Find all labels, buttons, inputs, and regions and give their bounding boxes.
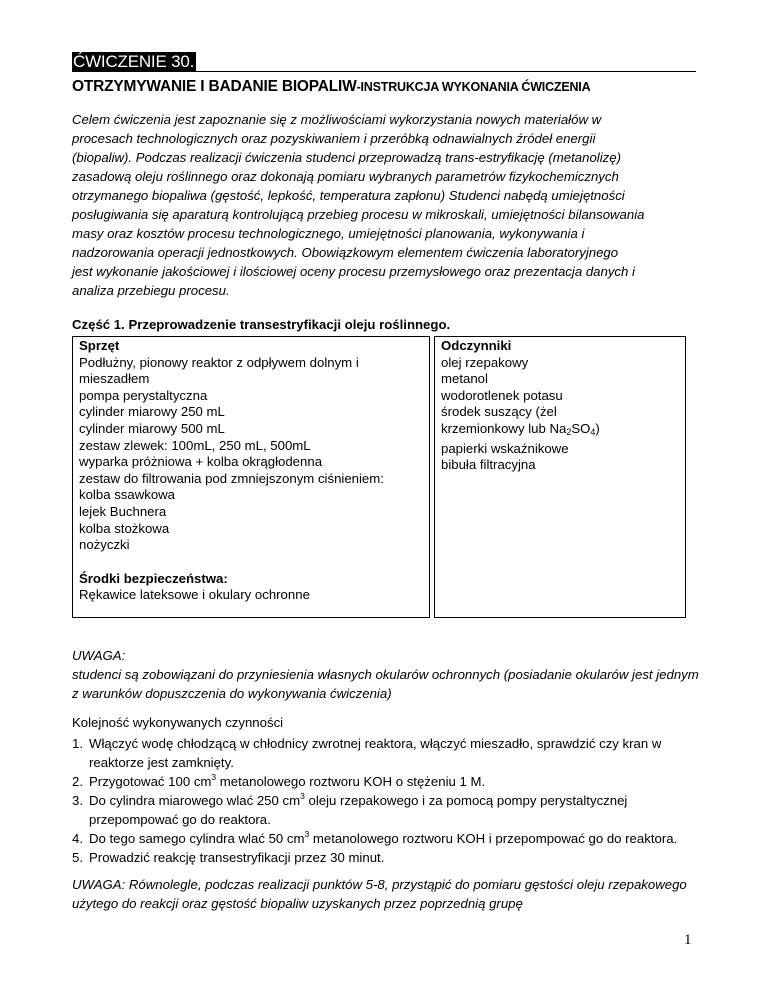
step-item xyxy=(72,848,702,867)
equipment-item: cylinder miarowy 500 mL xyxy=(79,420,225,436)
reagent-item: środek suszący (żel xyxy=(441,404,557,420)
intro-paragraph xyxy=(72,110,696,300)
header-rule xyxy=(72,71,696,72)
equipment-item: kolba ssawkowa xyxy=(79,487,176,503)
note-label: UWAGA: xyxy=(72,648,126,663)
step-sup: 3 xyxy=(211,772,217,782)
desiccant-sub-2: 2 xyxy=(566,426,572,437)
step-sup: 3 xyxy=(300,791,305,801)
equipment-item: kolba stożkowa xyxy=(79,520,170,536)
step-number: 1. xyxy=(72,736,83,751)
intro-line: procesach technologicznych oraz pozyskiwaniem i przeróbką odnawialnych źródeł energii xyxy=(72,131,596,146)
equipment-item: wyparka próżniowa + kolba okrągłodenna xyxy=(79,454,323,470)
step-text-pre: Do cylindra miarowego wlać 250 cm xyxy=(89,793,301,808)
desiccant-suffix: ) xyxy=(595,420,600,436)
intro-line: analiza przebiegu procesu. xyxy=(72,283,230,298)
equipment-item: nożyczki xyxy=(79,537,130,553)
spacer xyxy=(79,554,423,571)
step-number: 2. xyxy=(72,774,83,789)
steps-list xyxy=(72,734,702,867)
intro-line: (biopaliw). Podczas realizacji ćwiczenia studenci przeprowadzą trans-estryfikację (metanolizę) xyxy=(72,150,621,165)
desiccant-sub-4: 4 xyxy=(590,426,596,437)
intro-line: zasadową oleju roślinnego oraz dokonają pomiaru wybranych parametrów fizykochemicznych xyxy=(72,169,619,184)
equipment-item: pompa perystaltyczna xyxy=(79,387,208,403)
title-main: OTRZYMYWANIE I BADANIE BIOPALIW xyxy=(72,78,357,95)
step-text: Włączyć wodę chłodzącą w chłodnicy zwrotnej reaktora, włączyć mieszadło, sprawdzić czy kran w reaktorze jest zamknięty. xyxy=(89,736,662,770)
reagents-heading: Odczynniki xyxy=(441,338,512,353)
step-text-post: metanolowego roztworu KOH o stężeniu 1 M. xyxy=(216,774,486,789)
document-title xyxy=(72,78,696,96)
safety-text: Rękawice lateksowe i okulary ochronne xyxy=(79,587,310,603)
steps-heading: Kolejność wykonywanych czynności xyxy=(72,715,284,730)
reagent-item: bibuła filtracyjna xyxy=(441,457,536,473)
reagent-item: papierki wskaźnikowe xyxy=(441,440,569,456)
desiccant-prefix: krzemionkowy lub Na xyxy=(441,420,567,436)
intro-line: posługiwania się aparaturą kontrolującą przebieg procesu w mikroskali, umiejętności bilansowania xyxy=(72,207,645,222)
intro-line: masy oraz kosztów procesu technologicznego, umiejętności planowania, wykonywania i xyxy=(72,226,585,241)
step-item xyxy=(72,734,702,772)
step-number: 5. xyxy=(72,850,83,865)
step-sup: 3 xyxy=(304,829,310,839)
step-item xyxy=(72,772,702,791)
step-text-pre: Przygotować 100 cm xyxy=(89,774,212,789)
reagent-item-desiccant xyxy=(441,421,679,441)
intro-line: otrzymanego biopaliwa (gęstość, lepkość, temperatura zapłonu) Studenci nabędą umiejętności xyxy=(72,188,625,203)
step-text-pre: Do tego samego cylindra wlać 50 cm xyxy=(89,831,305,846)
step-text-post: metanolowego roztworu KOH i przepompować go do reaktora. xyxy=(309,831,678,846)
equipment-item: cylinder miarowy 250 mL xyxy=(79,404,225,420)
reagents-cell xyxy=(434,336,686,618)
step-text-post: oleju rzepakowego i za pomocą pompy perystaltycznej przepompować go do reaktora. xyxy=(89,793,628,827)
reagent-item: wodorotlenek potasu xyxy=(441,387,563,403)
desiccant-mid: SO xyxy=(571,420,591,436)
equipment-item: lejek Buchnera xyxy=(79,503,167,519)
equipment-item: zestaw do filtrowania pod zmniejszonym ciśnieniem: xyxy=(79,470,384,486)
reagent-item: olej rzepakowy xyxy=(441,354,529,370)
title-block xyxy=(72,52,696,96)
step-item xyxy=(72,791,702,829)
safety-heading: Środki bezpieczeństwa: xyxy=(79,570,228,586)
equipment-item: zestaw zlewek: 100mL, 250 mL, 500mL xyxy=(79,437,311,453)
title-suffix: -INSTRUKCJA WYKONANIA ĆWICZENIA xyxy=(356,80,591,94)
exercise-label: ĆWICZENIE 30. xyxy=(73,52,195,71)
equipment-heading: Sprzęt xyxy=(79,338,120,353)
step-number: 4. xyxy=(72,831,83,846)
equipment-item: mieszadłem xyxy=(79,371,150,387)
page-number: 1 xyxy=(684,932,692,948)
reagent-item: metanol xyxy=(441,371,488,387)
intro-line: jest wykonanie jakościowej i ilościowej oceny procesu przemysłowego oraz prezentacja danych i xyxy=(72,264,635,279)
part1-heading: Część 1. Przeprowadzenie transestryfikacji oleju roślinnego. xyxy=(72,317,451,332)
safety-note xyxy=(72,646,702,703)
step-number: 3. xyxy=(72,793,83,808)
note-text: studenci są zobowiązani do przyniesienia własnych okularów ochronnych (posiadanie okularów jest jednym z warunków dopuszczenia do wykonywania ćwiczenia) xyxy=(72,667,699,701)
step-text: Prowadzić reakcję transestryfikacji przez 30 minut. xyxy=(89,850,385,865)
equipment-cell xyxy=(72,336,430,618)
parallel-note: UWAGA: Równolegle, podczas realizacji punktów 5-8, przystąpić do pomiaru gęstości oleju rzepakowego użytego do reakcji oraz gęstość biopaliw uzyskanych przez poprzednią grupę xyxy=(72,877,687,911)
step-item xyxy=(72,829,702,848)
equipment-item: Podłużny, pionowy reaktor z odpływem dolnym i xyxy=(79,354,359,370)
materials-table xyxy=(72,336,686,618)
intro-line: Celem ćwiczenia jest zapoznanie się z możliwościami wykorzystania nowych materiałów w xyxy=(72,112,602,127)
intro-line: nadzorowania operacji jednostkowych. Obowiązkowym elementem ćwiczenia laboratoryjnego xyxy=(72,245,619,260)
